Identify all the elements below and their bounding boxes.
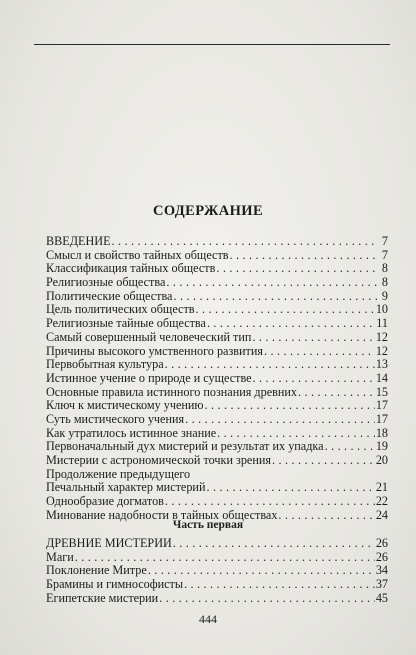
- toc-entry-page: 20: [375, 453, 388, 467]
- dot-leader: [196, 303, 375, 317]
- toc-entry: [46, 468, 388, 482]
- dot-leader: [230, 249, 377, 263]
- toc-entry-page: 11: [376, 316, 388, 331]
- toc-entry-title: Египетские мистерии: [46, 590, 159, 605]
- toc-entry: [46, 564, 388, 578]
- toc-entry: [46, 495, 388, 509]
- toc-entry-page: 24: [375, 507, 388, 522]
- toc-entry: [46, 481, 388, 495]
- dot-leader: [253, 372, 375, 386]
- toc-entry-page: 26: [375, 536, 388, 550]
- dot-leader: [173, 537, 375, 551]
- toc-entry-title: Классификация тайных обществ: [46, 261, 216, 276]
- dot-leader: [165, 495, 375, 509]
- toc-entry-title: Маги: [46, 549, 74, 564]
- toc-entry-page: 45: [375, 590, 388, 605]
- dot-leader: [159, 592, 375, 606]
- dot-leader: [165, 358, 375, 372]
- dot-leader: [298, 386, 375, 400]
- dot-leader: [264, 345, 375, 359]
- dot-leader: [325, 440, 375, 454]
- dot-leader: [272, 454, 375, 468]
- toc-entry: [46, 454, 388, 468]
- toc-entry-title: Первоначальный дух мистерий и результат их упадка: [46, 439, 324, 454]
- toc-entry-page: 17: [375, 398, 388, 413]
- toc-entry-title: Самый совершенный человеческий тип: [46, 329, 252, 344]
- toc-entry-title: Как утратилось истинное знание: [46, 425, 217, 440]
- toc-entry-title: Поклонение Митре: [46, 563, 147, 578]
- toc-entry-title: Минование надобности в тайных обществах: [46, 507, 278, 522]
- toc-entry: [46, 399, 388, 413]
- dot-leader: [206, 481, 374, 495]
- page-number: 444: [199, 612, 217, 626]
- toc-entry-title: Религиозные общества: [46, 275, 166, 290]
- dot-leader: [205, 399, 375, 413]
- dot-leader: [184, 578, 375, 592]
- toc-entry-page: 37: [375, 577, 388, 592]
- toc-entry: [46, 358, 388, 372]
- toc-entry-title: Политические общества: [46, 288, 173, 303]
- dot-leader: [217, 427, 375, 441]
- toc-entry-title: Смысл и свойство тайных обществ: [46, 247, 229, 262]
- toc-entry-title: Религиозные тайные общества: [46, 316, 206, 331]
- toc-entry: [46, 537, 388, 551]
- dot-leader: [166, 276, 377, 290]
- toc-entry: [46, 249, 388, 263]
- dot-leader: [173, 290, 377, 304]
- toc-entry-title: Основные правила истинного познания древних: [46, 384, 297, 399]
- dot-leader: [75, 551, 375, 565]
- toc-entry: [46, 592, 388, 606]
- toc-entry-title: Цель политических обществ: [46, 302, 195, 317]
- toc-entry: [46, 290, 388, 304]
- toc-entry-page: 12: [375, 343, 388, 358]
- toc-entry-title: Причины высокого умственного развития: [46, 343, 263, 358]
- toc-introduction: [46, 235, 388, 522]
- toc-entry-title: ДРЕВНИЕ МИСТЕРИИ: [46, 536, 172, 550]
- part-heading: Часть первая: [172, 519, 244, 531]
- dot-leader: [252, 331, 374, 345]
- toc-entry-title: Первобытная культура: [46, 357, 164, 372]
- toc-entry-title: Мистерии с астрономической точки зрения: [46, 453, 271, 467]
- toc-entry: [46, 372, 388, 386]
- toc-entry-page: 7: [381, 234, 388, 248]
- dot-leader: [185, 413, 375, 427]
- toc-entry-page: 13: [375, 357, 388, 372]
- toc-entry-page: 26: [375, 549, 388, 564]
- toc-entry: [46, 386, 388, 400]
- toc-entry-page: 8: [381, 261, 388, 276]
- toc-entry: [46, 262, 388, 276]
- toc-entry-title: ВВЕДЕНИЕ: [46, 234, 111, 248]
- dot-leader: [148, 564, 375, 578]
- toc-entry-title: Однообразие догматов: [46, 494, 164, 509]
- toc-entry-title: Продолжение предыдущего: [46, 466, 191, 481]
- toc-entry-page: 22: [375, 494, 388, 509]
- toc-entry: [46, 578, 388, 592]
- toc-part-one: [46, 537, 388, 605]
- toc-entry-page: 18: [375, 425, 388, 440]
- toc-entry: [46, 440, 388, 454]
- toc-entry: [46, 427, 388, 441]
- toc-entry-page: 8: [381, 275, 388, 290]
- toc-entry-title: Истинное учение о природе и существе: [46, 370, 252, 385]
- toc-entry-title: Брамины и гимнософисты: [46, 577, 184, 592]
- dot-leader: [216, 262, 377, 276]
- toc-entry-page: 9: [381, 288, 388, 303]
- header-rule: [34, 44, 390, 45]
- toc-entry-page: 7: [381, 247, 388, 262]
- toc-entry-title: Ключ к мистическому учению: [46, 398, 204, 413]
- toc-entry: [46, 235, 388, 249]
- toc-entry-page: 12: [375, 329, 388, 344]
- toc-entry-page: 19: [375, 439, 388, 454]
- toc-entry: [46, 276, 388, 290]
- toc-entry-page: 15: [375, 384, 388, 399]
- toc-entry-title: Печальный характер мистерий: [46, 480, 206, 495]
- toc-entry-page: 10: [375, 302, 388, 317]
- toc-entry: [46, 303, 388, 317]
- toc-entry-page: 21: [375, 480, 388, 495]
- toc-entry-page: 17: [375, 411, 388, 426]
- dot-leader: [207, 317, 375, 331]
- dot-leader: [112, 235, 377, 249]
- toc-entry: [46, 317, 388, 331]
- page-title: СОДЕРЖАНИЕ: [152, 203, 264, 219]
- toc-entry-title: Суть мистического учения: [46, 411, 185, 426]
- toc-entry: [46, 413, 388, 427]
- toc-entry-page: 34: [375, 563, 388, 578]
- toc-entry: [46, 345, 388, 359]
- toc-entry-page: 14: [375, 370, 388, 385]
- toc-entry: [46, 551, 388, 565]
- toc-entry: [46, 331, 388, 345]
